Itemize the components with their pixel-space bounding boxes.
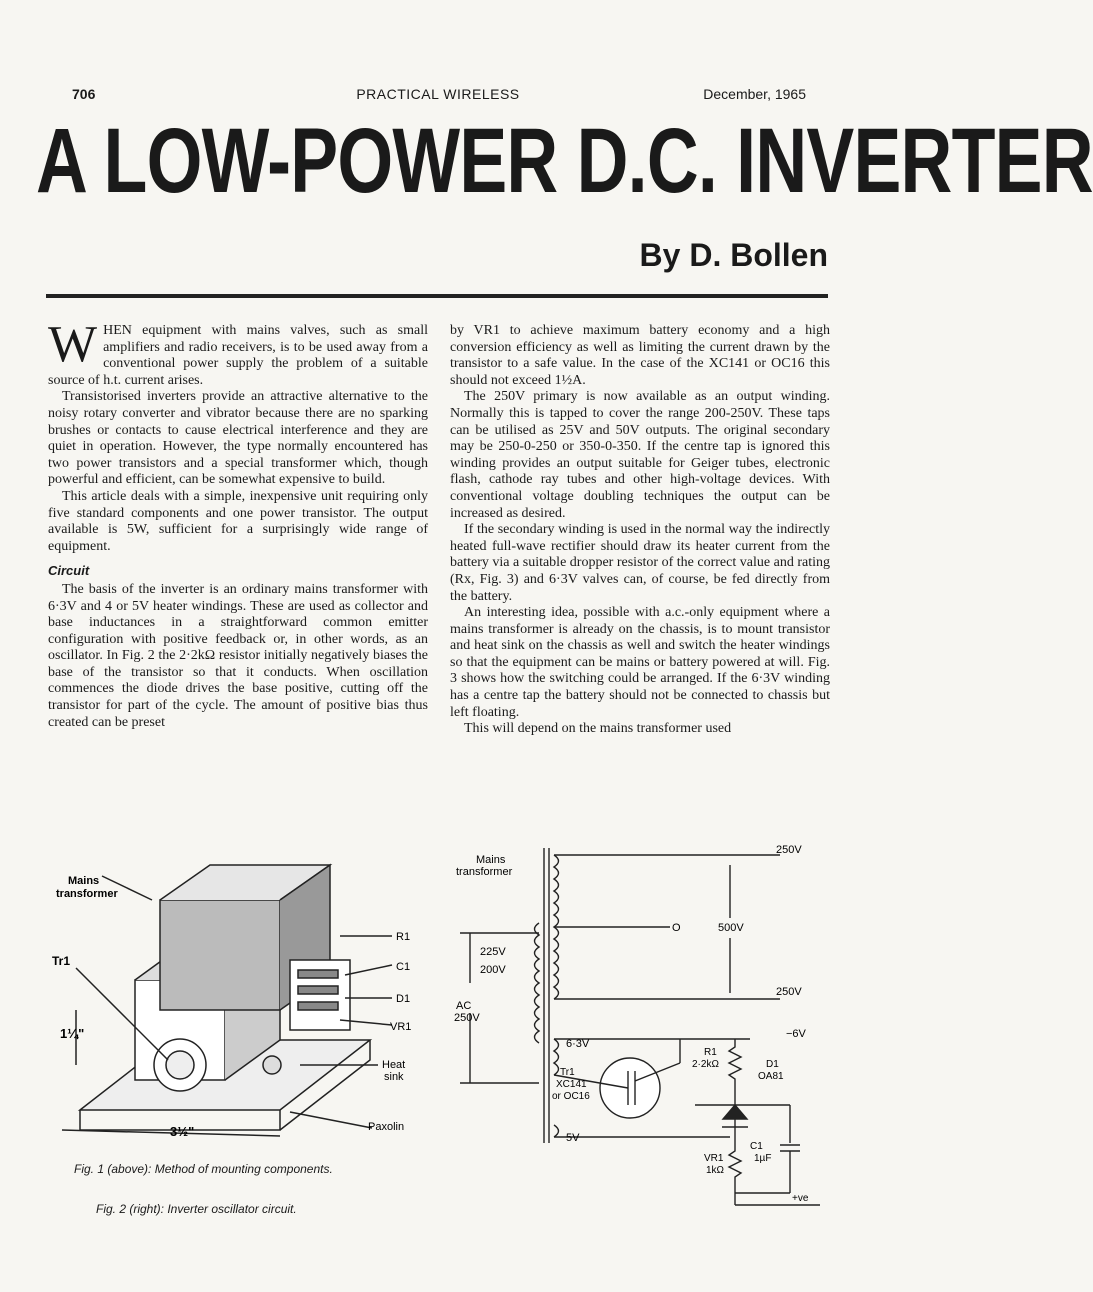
fig2-label-500v: 500V — [718, 922, 744, 934]
fig2-label-ac-250v: 250V — [454, 1012, 480, 1024]
paragraph: This article deals with a simple, inexpensive unit requiring only five standard components and one power transistor. The output available is 5W, sufficient for a surprisingly wide range of equipment. — [48, 488, 428, 554]
figure-2-caption: Fig. 2 (right): Inverter oscillator circuit. — [96, 1202, 297, 1216]
paragraph: The 250V primary is now available as an output winding. Normally this is tapped to cover the range 200-250V. These taps can be utilised as 25V and 50V outputs. The original secondary may be 250-0-250 or 350-0-350. If the centre tap is ignored this winding provides an output suitable for Geiger tubes, electronic flash, cathode ray tubes and other high-voltage devices. With conventional voltage doubling techniques the output can be increased as desired. — [450, 389, 830, 521]
paragraph: The basis of the inverter is an ordinary mains transformer with 6·3V and 4 or 5V heater windings. These are used as collector and base inductances in a straightforward common emitter configuration with positive feedback or, in other words, as an oscillator. In Fig. 2 the 2·2kΩ resistor initially negatively biases the base of the transistor so that it conducts. When oscillation commences the diode drives the base positive, cutting off the transistor for part of the cycle. The amount of positive bias thus created can be preset — [48, 581, 428, 730]
fig2-label-r1-value: 2·2kΩ — [692, 1059, 719, 1070]
fig2-label-tr1-alt: or OC16 — [552, 1091, 590, 1102]
fig2-label-vr1-value: 1kΩ — [706, 1165, 725, 1176]
fig2-label-r1: R1 — [704, 1047, 717, 1058]
fig1-label-paxolin: Paxolin — [368, 1121, 405, 1133]
drop-cap: W — [48, 316, 98, 373]
paragraph: Transistorised inverters provide an attractive alternative to the noisy rotary converter and vibrator because there are no sparking brushes or contacts to cause electrical interference and they are quiet in operation. However, the type normally encountered has two power transistors and a special transformer which, though powerful and efficient, can be somewhat expensive to build. — [48, 389, 428, 488]
fig2-label-200v: 200V — [480, 964, 506, 976]
fig1-label-sink: sink — [384, 1071, 404, 1083]
paragraph: If the secondary winding is used in the normal way the indirectly heated full-wave rectifier should draw its heater current from the battery via a suitable dropper resistor of the correct value and rating (Rx, Fig. 3) and 6·3V valves can, of course, be fed directly from the battery. — [450, 522, 830, 604]
fig1-label-r1: R1 — [396, 931, 411, 943]
figure-1-caption: Fig. 1 (above): Method of mounting components. — [74, 1162, 333, 1176]
fig2-label-tr1-type: XC141 — [556, 1079, 587, 1090]
fig2-label-225v: 225V — [480, 946, 506, 958]
fig2-label-c1-value: 1µF — [754, 1153, 772, 1164]
fig2-label-transformer: transformer — [456, 866, 513, 878]
paragraph-text: HEN equipment with mains valves, such as small amplifiers and radio receivers, is to be used away from a conventional power supply the problem of a suitable source of h.t. current arises. — [48, 323, 428, 388]
fig2-label-d1: D1 — [766, 1059, 779, 1070]
fig2-label-vr1: VR1 — [704, 1153, 724, 1164]
magazine-name: PRACTICAL WIRELESS — [356, 86, 520, 102]
byline: By D. Bollen — [639, 237, 828, 273]
figure-1-illustration — [40, 840, 440, 1140]
fig1-label-tr1: Tr1 — [52, 954, 71, 968]
fig2-label-d1-type: OA81 — [758, 1071, 784, 1082]
paragraph: by VR1 to achieve maximum battery economy and a high conversion efficiency as well as limiting the current drawn by the transistor to a safe value. In the case of the XC141 or OC16 this should not exceed 1½A. — [450, 323, 830, 388]
section-heading: Circuit — [48, 563, 90, 579]
fig1-label-transformer: transformer — [56, 888, 118, 900]
paragraph — [48, 316, 428, 389]
issue-date: December, 1965 — [703, 86, 806, 102]
fig1-dimension-width: 3½" — [170, 1124, 195, 1139]
text-column-right — [450, 323, 830, 738]
fig1-label-mains: Mains — [68, 875, 100, 887]
fig1-label-c1: C1 — [396, 961, 411, 973]
text-column-left — [48, 316, 428, 731]
fig2-label-c1: C1 — [750, 1141, 763, 1152]
page-number: 706 — [72, 86, 96, 102]
figure-2-circuit — [450, 843, 830, 1213]
title-rule — [46, 294, 828, 298]
paragraph: This will depend on the mains transformer used — [464, 721, 732, 737]
article-title: A LOW-POWER D.C. INVERTER — [36, 110, 1093, 212]
fig1-label-heat: Heat — [382, 1059, 406, 1071]
fig2-label-6-3v: 6·3V — [566, 1038, 590, 1050]
fig1-label-d1: D1 — [396, 993, 411, 1005]
fig2-label-tr1: Tr1 — [560, 1067, 575, 1078]
fig2-label-250v-top: 250V — [776, 844, 802, 856]
fig2-label-250v-bottom: 250V — [776, 986, 802, 998]
fig2-label-neg-6v: −6V — [786, 1028, 806, 1040]
fig2-label-5v: 5V — [566, 1132, 580, 1144]
fig2-label-mains: Mains — [476, 854, 506, 866]
paragraph: An interesting idea, possible with a.c.-only equipment where a mains transformer is already on the chassis, is to mount transistor and heat sink on the chassis as well and switch the heater windings so that the equipment can be mains or battery powered at will. Fig. 3 shows how the switching could be arranged. If the 6·3V winding has a centre tap the battery should not be connected to chassis but left floating. — [450, 605, 830, 720]
fig2-label-positive: +ve — [792, 1193, 809, 1204]
fig1-label-vr1: VR1 — [390, 1021, 412, 1033]
fig1-dimension-height: 1¼" — [60, 1026, 85, 1041]
fig2-label-tap-o: O — [672, 922, 681, 934]
fig2-label-ac: AC — [456, 1000, 472, 1012]
